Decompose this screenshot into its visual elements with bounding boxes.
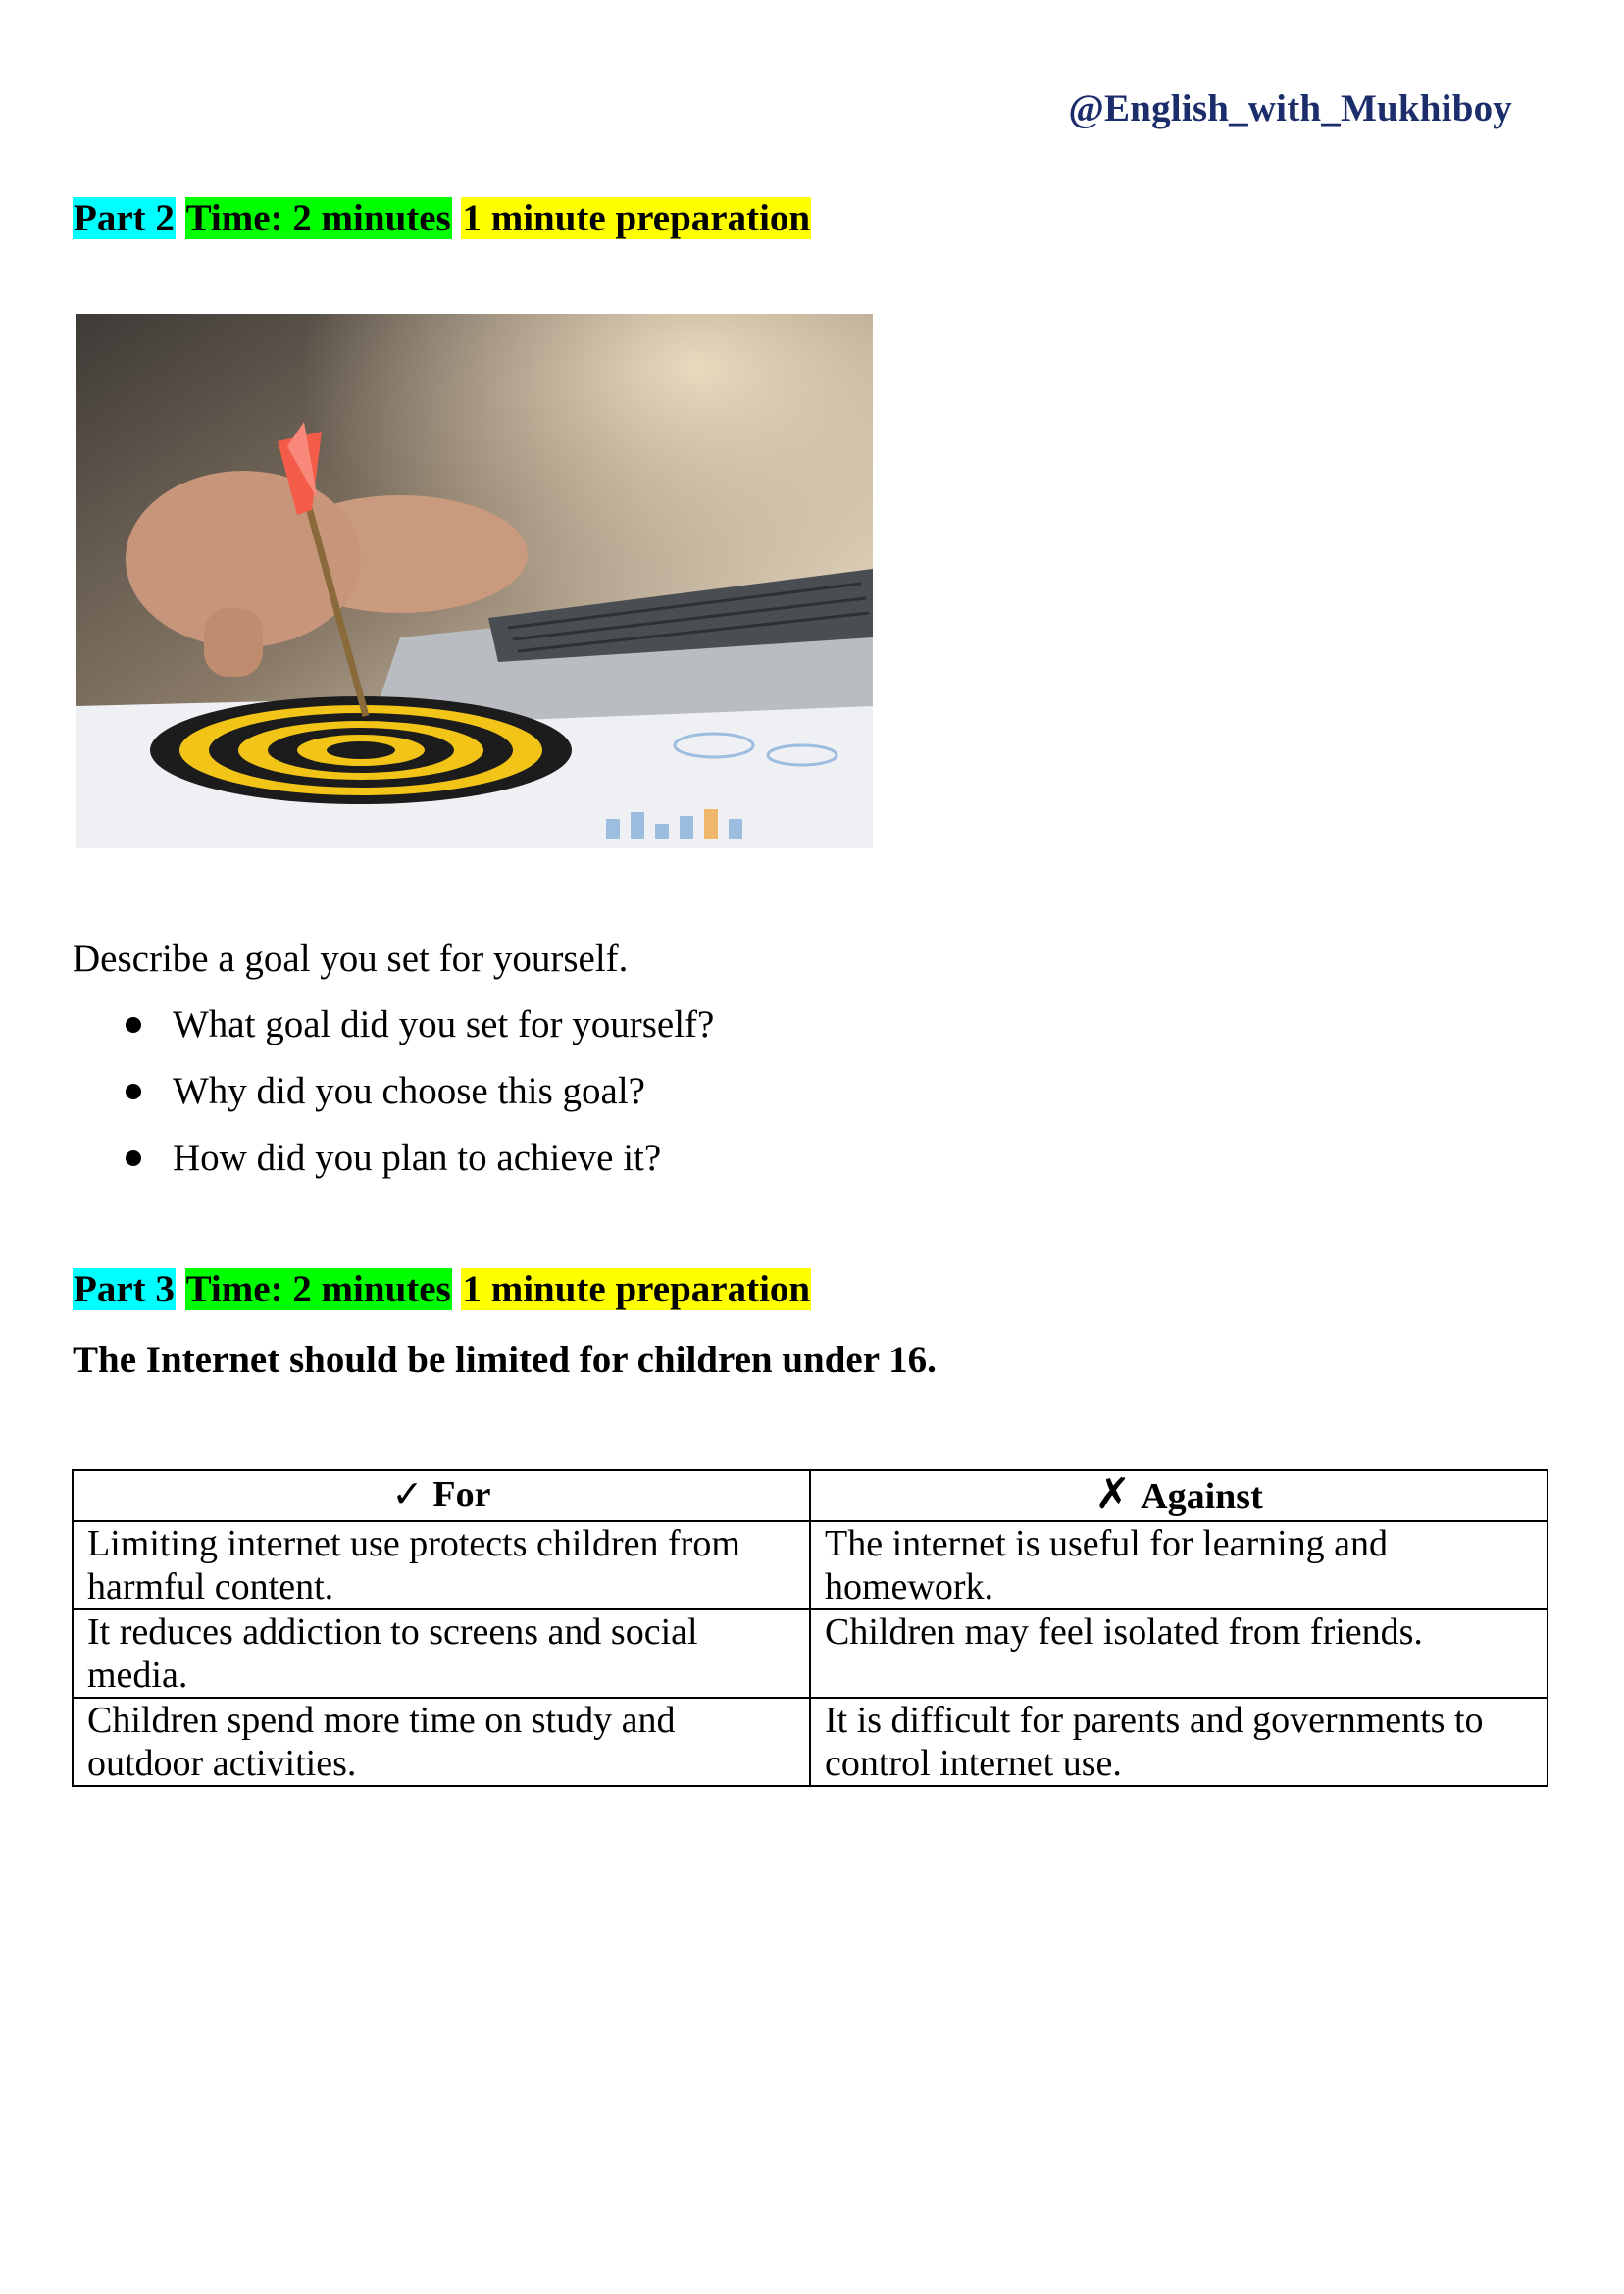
- table-row: [73, 1521, 1548, 1609]
- question-text: What goal did you set for yourself?: [173, 1003, 715, 1045]
- for-cell: It reduces addiction to screens and social media.: [73, 1609, 810, 1698]
- part2-label: Part 2: [74, 197, 175, 239]
- bullet-icon: [126, 1150, 141, 1166]
- bullet-icon: [126, 1017, 141, 1033]
- part2-prompt: Describe a goal you set for yourself.: [73, 938, 629, 980]
- list-item: [122, 1002, 714, 1069]
- against-cell: The internet is useful for learning and homework.: [810, 1521, 1548, 1609]
- part3-heading: [73, 1267, 811, 1311]
- part3-prep: 1 minute preparation: [462, 1268, 811, 1310]
- part2-time: Time: 2 minutes: [185, 197, 451, 239]
- against-column-header: [810, 1470, 1548, 1521]
- for-cell: Limiting internet use protects children from harmful content.: [73, 1521, 810, 1609]
- bullet-icon: [126, 1084, 141, 1099]
- list-item: [122, 1136, 714, 1202]
- checkmark-icon: ✓: [391, 1474, 424, 1515]
- question-text: Why did you choose this goal?: [173, 1070, 645, 1112]
- cross-icon: ✗: [1094, 1469, 1132, 1519]
- for-header-label: For: [432, 1474, 491, 1515]
- for-cell: Children spend more time on study and outdoor activities.: [73, 1698, 810, 1786]
- against-cell: Children may feel isolated from friends.: [810, 1609, 1548, 1698]
- for-against-table: [72, 1469, 1548, 1787]
- part3-statement: The Internet should be limited for children under 16.: [73, 1339, 937, 1381]
- channel-handle: @English_with_Mukhiboy: [1068, 87, 1512, 129]
- against-cell: It is difficult for parents and governments to control internet use.: [810, 1698, 1548, 1786]
- part3-time: Time: 2 minutes: [185, 1268, 451, 1310]
- list-item: [122, 1069, 714, 1136]
- part2-heading: [73, 196, 811, 240]
- part2-question-list: [122, 1002, 714, 1202]
- part3-label: Part 3: [74, 1268, 175, 1310]
- table-row: [73, 1609, 1548, 1698]
- part2-prep: 1 minute preparation: [462, 197, 811, 239]
- dartboard-photo: [76, 314, 873, 848]
- table-header-row: [73, 1470, 1548, 1521]
- against-header-label: Against: [1141, 1476, 1263, 1517]
- question-text: How did you plan to achieve it?: [173, 1137, 662, 1179]
- for-column-header: [73, 1470, 810, 1521]
- table-row: [73, 1698, 1548, 1786]
